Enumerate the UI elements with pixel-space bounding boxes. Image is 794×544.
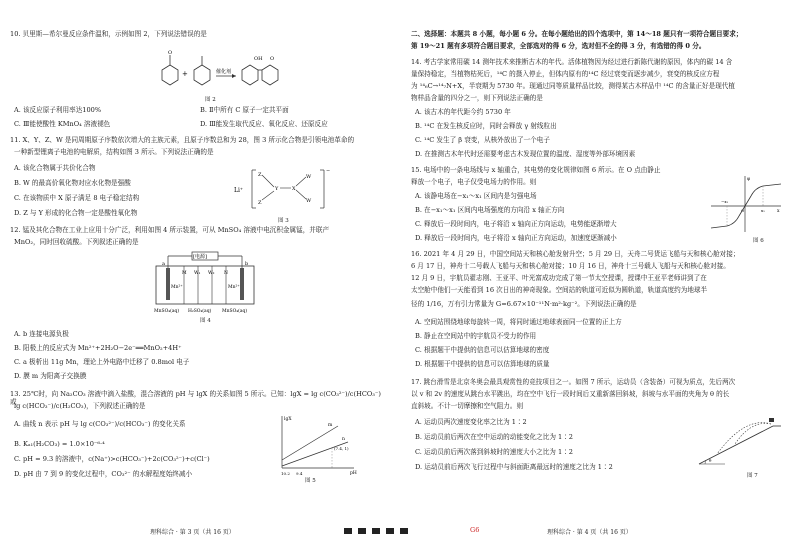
question-17-line3: 直斜坡。不计一切摩擦和空气阻力。则 [411, 402, 524, 410]
svg-text:(7.4, 1): (7.4, 1) [334, 446, 349, 451]
q15-option-d: D. 释放后一段时间内，电子将沿 x 轴向正方向运动，加速度逐渐减小 [415, 234, 617, 242]
solution-left-label: MnSO₄(aq) [154, 309, 180, 314]
membrane-w2-label: W₂ [208, 271, 215, 276]
q15-option-c: C. 释放后一段时间内，电子将沿 x 轴向正方向运动，电势能逐渐增大 [415, 220, 617, 228]
q16-option-c: C. 根据题干中提供的信息可以估算地球的密度 [415, 346, 550, 354]
svg-text:Z: Z [258, 200, 262, 206]
membrane-m-label: M [182, 271, 187, 276]
figure-7-caption: 图 7 [747, 473, 758, 479]
figure-4-caption: 图 4 [200, 318, 211, 324]
question-11-stem-line2: 一种新型锂离子电池的电解质，结构如图 3 所示。下列说法正确的是 [14, 148, 214, 156]
svg-text:O: O [741, 208, 745, 213]
figure-5-ph-graph [268, 412, 358, 476]
q11-option-d: D. Z 与 Y 形成的化合物一定是酸性氧化物 [14, 209, 138, 217]
question-14-line4: 物样品含量的四分之一，则下列说法正确的是 [411, 94, 543, 102]
figure-5-caption: 图 5 [305, 478, 316, 484]
figure-3-structure [230, 160, 340, 218]
figure-6-caption: 图 6 [753, 238, 764, 244]
q10-option-a: A. 该反应原子利用率达100% [14, 106, 102, 114]
figure-3-caption: 图 3 [278, 218, 289, 224]
q10-option-b: B. Ⅱ中所有 C 原子一定共平面 [200, 106, 289, 114]
left-page-footer: 理科综合 · 第 3 页（共 16 页） [150, 528, 235, 536]
svg-text:φ: φ [747, 177, 751, 182]
question-16-line5: 径的 1/16，万有引力常量为 G=6.67×10⁻¹¹N·m²·kg⁻²。下列说法正确的是 [411, 300, 637, 308]
power-source-label: [电源] [193, 254, 207, 260]
question-13-stem-line2: lg c(HCO₃⁻)/c(H₂CO₃)，下列叙述正确的是 [14, 402, 146, 410]
q14-option-c: C. ¹⁴C 发生了 β 衰变，从核外放出了一个电子 [415, 136, 550, 144]
question-12-stem-line1: 12. 锰及其化合物在工业上应用十分广泛，利用如图 4 所示装置，可从 MnSO₄ 溶液中电沉积金属锰，并联产 [10, 226, 330, 234]
right-page-footer: 理科综合 · 第 4 页（共 16 页） [547, 528, 632, 536]
question-16-line1: 16. 2021 年 4 月 29 日，中国空间站天和核心舱发射升空；5 月 29 日，天舟二号货运飞船与天和核心舱对接； [411, 250, 740, 258]
q13-option-d: D. pH 由 7 到 9 的变化过程中，CO₃²⁻ 的水解程度始终减小 [14, 470, 193, 478]
svg-text:−: − [326, 168, 331, 174]
solution-middle-label: H₂SO₄(aq) [188, 309, 212, 314]
catalyst-label: 催化剂 [216, 69, 232, 75]
q11-option-b: B. W 的最高价氧化物对应水化物是强酸 [14, 179, 131, 187]
solution-right-label: MnSO₄(aq) [222, 309, 248, 314]
ion-left-label: Mn²⁺ [171, 285, 183, 290]
question-13-stem-line1: 13. 25℃时，向 Na₂CO₃ 溶液中滴入盐酸，混合溶液的 pH 与 lgX 的关系如图 5 所示。已知：lgX = lg c(CO₃²⁻)/c(HCO₃⁻) 或 [10, 390, 381, 407]
q13-option-c: C. pH = 9.3 的溶液中，c(Na⁺)>c(HCO₃⁻)+2c(CO₃²⁻)+c(Cl⁻) [14, 455, 210, 463]
q17-option-d: D. 运动员前后两次飞行过程中与斜面距离最远时的速度之比为 1∶2 [415, 463, 613, 471]
svg-text:b: b [245, 261, 249, 267]
q13-option-a: A. 曲线 n 表示 pH 与 lg c(CO₃²⁻)/c(HCO₃⁻) 的变化关系 [14, 420, 186, 428]
question-10-stem: 10. 贝里斯—希尔曼反应条件温和，示例如图 2，下列说法错误的是 [10, 30, 207, 38]
q14-option-b: B. ¹⁴C 在发生核反应时，同时会释放 γ 射线粒出 [415, 122, 557, 130]
figure-4-electrolysis-cell [150, 250, 260, 316]
svg-text:O: O [168, 50, 173, 56]
svg-text:X: X [292, 186, 296, 192]
svg-text:a: a [162, 261, 165, 267]
figure-6-potential-graph [705, 172, 785, 236]
ion-right-label: Mn²⁺ [228, 285, 240, 290]
q16-option-a: A. 空间站围绕地球每旋转一周，将同时通过地球表面同一位置的正上方 [415, 318, 622, 326]
q12-option-b: B. 阳极上的反应式为 Mn²⁺+2H₂O−2e⁻══MnO₂+4H⁺ [14, 344, 182, 352]
question-17-line2: 以 v 和 2v 的速度从跳台水平跳出，均在空中飞行一段时间后又重新落回斜坡，斜坡与水平面的夹角为 θ 的长 [411, 390, 730, 398]
question-16-line3: 12 月 9 日，宇航员翟志刚、王亚平、叶光富成功完成了第一节太空授课，授课中王亚平老师讲到了在 [411, 274, 707, 282]
svg-text:x₁: x₁ [761, 208, 765, 213]
q17-option-b: B. 运动员前后两次在空中运动的动能变化之比为 1∶2 [415, 433, 573, 441]
svg-text:+: + [182, 70, 188, 78]
figure-2-caption: 图 2 [205, 97, 216, 103]
svg-text:m: m [328, 423, 333, 428]
membrane-w1-label: W₁ [194, 271, 201, 276]
svg-text:9.4: 9.4 [296, 471, 303, 476]
q17-option-c: C. 运动员前后两次落到斜坡时的速度大小之比为 1∶2 [415, 448, 573, 456]
question-15-line2: 释放一个电子，电子仅受电场力的作用。则 [411, 178, 537, 186]
svg-text:pH: pH [350, 471, 357, 476]
question-11-stem-line1: 11. X、Y、Z、W 是同周期原子序数依次增大的主族元素，且原子序数总和为 28，图 3 所示化合物是引领电池革命的 [10, 136, 355, 144]
q14-option-a: A. 该古木的年代距今约 5730 年 [415, 108, 511, 116]
svg-text:n: n [342, 437, 345, 442]
figure-2-reaction [150, 48, 290, 96]
question-12-stem-line2: MnO₂，同时回收硫酸。下列叙述正确的是 [14, 238, 139, 246]
svg-text:Z: Z [258, 172, 262, 178]
q16-option-d: D. 根据题干中提供的信息可以估算地球的质量 [415, 360, 550, 368]
svg-text:OH: OH [254, 56, 263, 62]
svg-text:θ: θ [709, 458, 712, 463]
section-instructions-line1: 二、选择题：本题共 8 小题，每小题 6 分。在每小题给出的四个选项中，第 14～18 题只有一项符合题目要求； [411, 30, 743, 38]
svg-text:x: x [777, 209, 780, 214]
q15-option-a: A. 该静电场在−x₁～x₁ 区间内是匀强电场 [415, 192, 537, 200]
question-16-line4: 太空舱中他们一天能看到 16 次日出的神奇现象。空间站的轨道可近似为圆轨道，轨道高度约为地球半 [411, 286, 708, 294]
q11-option-c: C. 在该物质中 X 原子满足 8 电子稳定结构 [14, 194, 140, 202]
membrane-n-label: N [224, 271, 228, 276]
exam-code: G6 [470, 526, 480, 534]
q10-option-c: C. Ⅲ能使酸性 KMnO₄ 溶液褪色 [14, 120, 111, 128]
svg-text:−x₁: −x₁ [721, 199, 729, 204]
q12-option-a: A. b 连接电源负极 [14, 330, 69, 338]
q16-option-b: B. 静止在空间站中的宇航员不受力的作用 [415, 332, 537, 340]
question-14-line3: 为 ¹⁴₆C→¹⁴₇N+X，半衰期为 5730 年。现通过同等质量样品比较，测得某古木样品中 ¹⁴C 的含量正好是现代植 [411, 82, 735, 90]
figure-7-ski-jump [695, 412, 785, 470]
q12-option-c: C. a 极析出 11g Mn，理论上外电路中迁移了 0.8mol 电子 [14, 358, 190, 366]
question-15-line1: 15. 电场中的一条电场线与 x 轴重合，其电势的变化规律如图 6 所示。在 O 点由静止 [411, 166, 661, 174]
question-14-line2: 量保持稳定，当植物枯死后，¹⁴C 的摄入停止，但体内原有的¹⁴C 经过衰变而逐步减少，衰变的核反应方程 [411, 70, 720, 78]
section-instructions-line2: 第 19～21 题有多项符合题目要求，全部选对的得 6 分，选对但不全的得 3 分，有选错的得 0 分。 [411, 42, 706, 50]
svg-text:10.2: 10.2 [281, 471, 290, 476]
question-14-line1: 14. 考古学家常用碳 14 测年技术来推断古木的年代。活体植物因为经过进行新陈代谢的原因，体内的碳 14 含 [411, 58, 733, 66]
q10-option-d: D. Ⅲ能发生取代反应、氧化反应、还原反应 [200, 120, 328, 128]
right-page [397, 0, 794, 544]
q12-option-d: D. 膜 m 为阳离子交换膜 [14, 372, 87, 380]
svg-text:lgX: lgX [284, 417, 292, 422]
question-17-line1: 17. 跳台滑雪是北京冬奥会最具观赏性的竞技项目之一。如图 7 所示，运动员（含装备）可视为质点，先后两次 [411, 378, 736, 386]
svg-text:W: W [306, 198, 312, 204]
q14-option-d: D. 在推测古木年代时还需要考虑古木发现位置的温度、湿度等外部环境因素 [415, 150, 636, 158]
q17-option-a: A. 运动员两次速度变化率之比为 1∶2 [415, 418, 527, 426]
q15-option-b: B. 在−x₁～x₁ 区间内电场强度的方向沿 x 轴正方向 [415, 206, 565, 214]
svg-text:Y: Y [275, 186, 279, 192]
q13-option-b: B. Kₐ₁(H₂CO₃) = 1.0×10⁻⁶·⁴ [14, 440, 105, 448]
question-16-line2: 6 月 17 日，神舟十二号载人飞船与天和核心舱对接；10 月 16 日，神舟十三号载人飞船与天和核心舱对接。 [411, 262, 730, 270]
svg-text:W: W [306, 174, 312, 180]
q11-option-a: A. 该化合物属于共价化合物 [14, 164, 96, 172]
svg-text:O: O [270, 56, 275, 62]
svg-text:Li⁺: Li⁺ [234, 187, 244, 194]
